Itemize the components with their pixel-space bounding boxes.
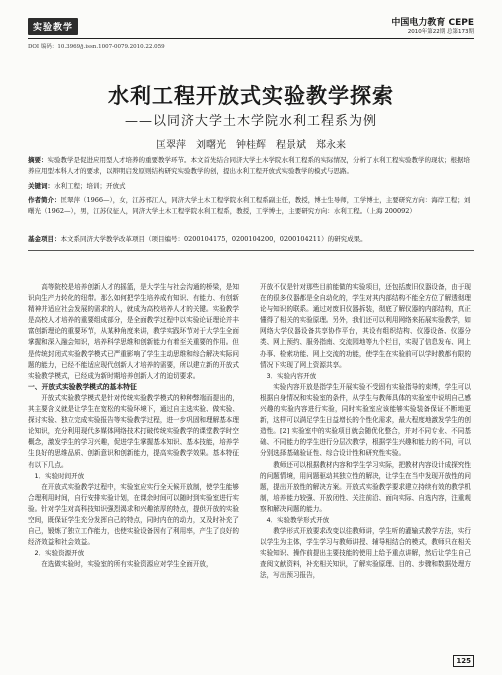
funding-label: 基金项目： [28, 235, 61, 243]
journal-issue: 2010年第22期 总第173期 [407, 29, 474, 35]
funding-text: 本文系同济大学教学改革项目（项目编号：0200104175，0200104200，0200104211）的研究成果。 [60, 235, 367, 243]
section-divider [28, 250, 474, 251]
author-info-label: 作者简介： [28, 196, 61, 204]
subsection-heading: 1．实验时间开放 [34, 471, 85, 480]
body-paragraph: 实验内容开放是指学生开展实验不受固有实验指导的束缚，学生可以根据自身情况和实验室的条件，从学生与教师具体的实验室中说明自己感兴趣的实验内容进行实验，同时实验室应该能够实验装备保证不断地更新，这样可以满足学生日益增长的个性化需求，最大程度地激发学生的创造性。[2] 实验室中的实验项目就会随优化整合，并对不同专业、不同基础、不同能力的学生进行分层次教学，根据学生兴趣和能力的不同，可以分别选择基础验证性、综合设计性和研究性实验。 [260, 382, 471, 458]
body-column-left [28, 282, 239, 570]
keywords-text: 水利工程；培训；开放式 [54, 182, 126, 190]
page-number: 125 [453, 655, 474, 667]
article-title: 水利工程开放式实验教学探索 [108, 84, 394, 108]
body-column-right [260, 282, 471, 582]
journal-info [391, 18, 474, 36]
article-authors: 匡翠萍 刘曙光 钟桂辉 程景斌 郑永来 [156, 140, 346, 151]
journal-header [28, 14, 474, 39]
journal-name: 中国电力教育 CEPE [391, 18, 474, 28]
section-tag: 实验教学 [28, 18, 78, 35]
body-paragraph: 高等院校是培养创新人才的摇篮，是大学生与社会沟通的桥梁，是知识向生产力转化的纽带。那么如何把学生培养成有知识、有能力、有创新精神并适应社会发展的需求的人，就成为高校培养人才的关键。实验教学是高校人才培养的重要组成部分，是全面教学过程中以实验论证理论并丰富创新理论的重要环节，从某种角度来讲，教学实践环节对于大学生全面掌握和深入融会知识，培养科学思维和创新能力有着至关重要的作用。但是传统封闭式实验教学模式已严重影响了学生主动思维和综合解决实际问题的能力，已经不能适应现代创新人才培养的需要，所以建立新的开放式实验教学模式，已经成为新时期培养创新人才的迫切要求。 [28, 283, 239, 380]
abstract [28, 155, 474, 177]
doi: DOI 编码：10.3969/j.issn.1007-0079.2010.22.059 [28, 44, 165, 50]
subsection-heading: 3．实验内容开放 [266, 371, 317, 380]
body-paragraph: 开放式实验教学模式是针对传统实验教学模式的种种弊端而提出的，其主要含义就是让学生在宽松的实验环境下，通过自主选实验、做实验、探讨实验、独立完成实验报告等实验教学过程，进一步巩固和理解基本理论知识，充分利用现代多媒体网络技术打破传统实验教学的课堂教学时空概念，激发学生的学习兴趣，促进学生掌握基本知识、基本技能，培养学生良好的思维品质、创新意识和创新能力，提高实验教学效果。基本特征有以下几点。 [28, 393, 239, 469]
body-paragraph: 开放不仅是针对那些目前能做的实验项目，还包括废旧仪器设备，由于现在的很多仪器都是全自动化的，学生对其内部结构不能全方位了解透彻理论与知识的联系。通过对废旧仪器拆装，彻底了解仪器的内部结构，真正懂得了相关的实验原理。另外，我们还可以利用网络来拓展实验教学，如网络大学仪器设备共享协作平台，其设有组织结构、仪器设备、仪器分类、网上预约、服务指南、交流园地等九个栏目，实现了信息发布、网上办事、检索功能、网上交流的功能，使学生在实验前可以学时教都有限的情况下实现了网上资源共享。 [260, 283, 471, 369]
keywords [28, 181, 474, 192]
article-subtitle: ——以同济大学土木学院水利工程系为例 [124, 114, 377, 129]
author-info-text: 匡翠萍（1966—），女，江苏邗江人，同济大学土木工程学院水利工程系副主任，教授，博士生导师，工学博士，主要研究方向：海岸工程；刘曙光（1962—），男，江苏仪征人，同济大学土木工程学院水利工程系，教授，工学博士，主要研究方向：水利工程。（上海 200092） [28, 196, 471, 215]
section-heading: 一、开放式实验教学模式的基本特征 [28, 382, 137, 391]
author-info [28, 195, 474, 217]
abstract-text: 实验教学是促进应用型人才培养的重要教学环节。本文首先结合同济大学土木学院水利工程系的实际情况，分析了水利工程实验教学的现状；根据培养应用型本科人才的要求，以辩明启发原则结构研究实验教学的创，提出水利工程开放式实验教学的模式与思路。 [28, 156, 470, 175]
body-paragraph: 在开放式实验教学过程中，实验室应实行全天候开放制，使学生能够合理利用时间，自行安排实验计划，在课余时间可以随时到实验室进行实验。针对学生对高科技知识强烈渴求和兴趣浓厚的特点，提供开放的实验空间，既保证学生充分发挥自己的特点，同时内在的动力，又及时补充了自己，锻炼了独立工作能力，也使实验设备因有了利用率，产生了良好的经济效益和社会效益。 [28, 482, 239, 547]
subsection-heading: 2．实验资源开放 [34, 549, 85, 558]
funding [28, 234, 474, 245]
body-paragraph: 教学形式开放要求改变以往教师讲，学生听的灌输式教学方法，实行以学生为主体，学生学习与教师讲授、辅导相结合的模式，教师只在相关实验知识、操作前提出主要技能的使用上给予重点讲解，然后让学生自己查阅文献资料，补充相关知识，了解实验原理、目的、步骤和数据处理方法，写出预习报告， [260, 527, 471, 580]
body-paragraph: 教师还可以根据教材内容和学生学习实际，把教材内容设计成探究性的问题情境，用问题驱动其独立性的解决，让学生在当中发现开放性的问题，提出开放性的解决方案。开放式实验教学要求建立持续有效的教学机制，培养能力较强、开放闭性、关注前沿、面向实际、自选内容，注重观察和解决问题的能力。 [260, 460, 471, 513]
keywords-label: 关键词： [28, 182, 54, 190]
subsection-heading: 4．实验教学形式开放 [266, 515, 330, 524]
body-paragraph: 在选做实验时，实验室的所有实验资源应对学生全面开放， [41, 560, 213, 569]
abstract-label: 摘要： [28, 156, 48, 164]
